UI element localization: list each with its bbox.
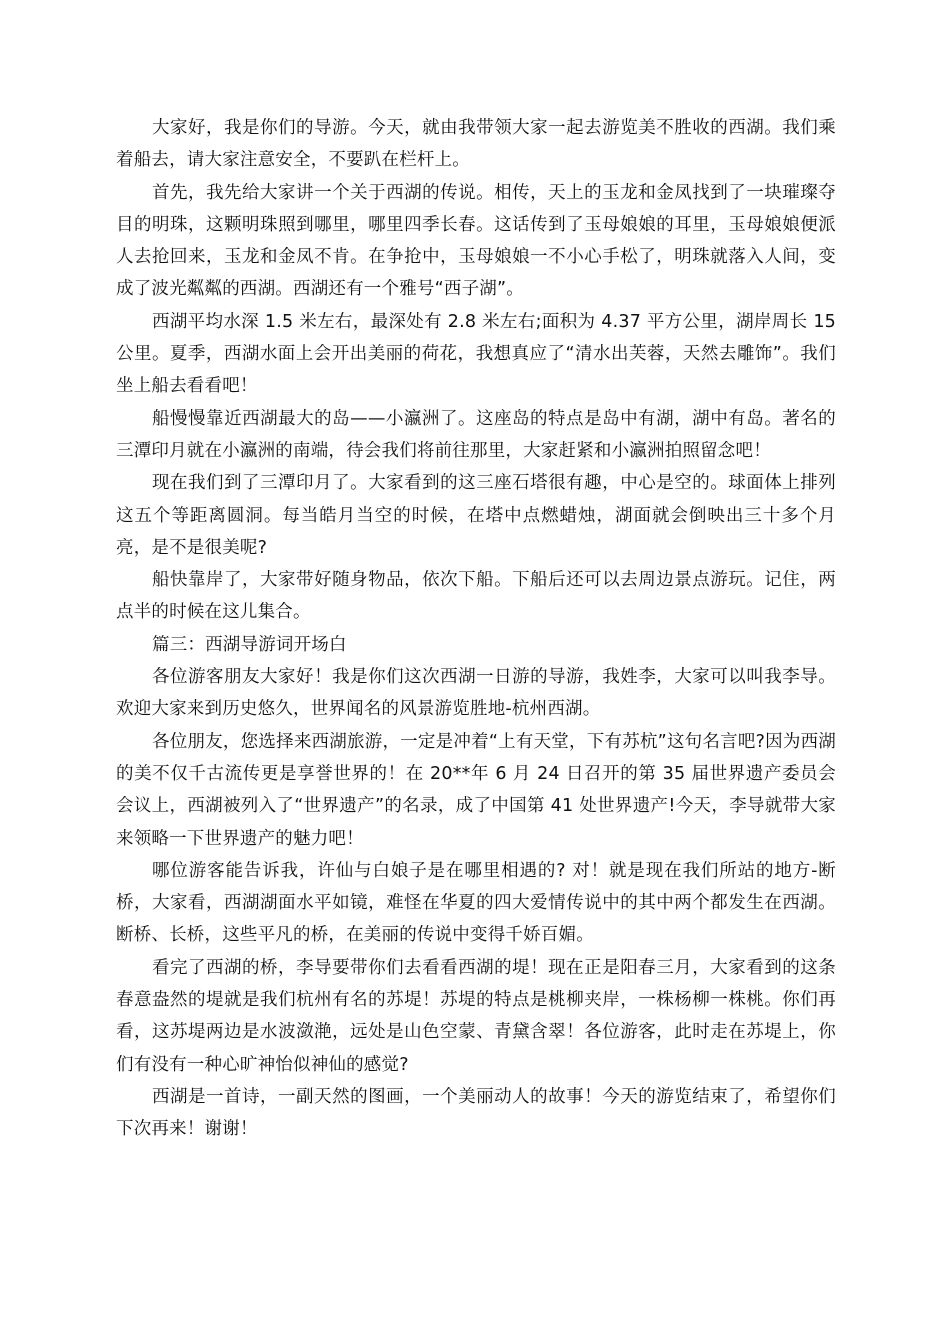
paragraph-intro: 大家好，我是你们的导游。今天，就由我带领大家一起去游览美不胜收的西湖。我们乘着船去，请大家注意安全，不要趴在栏杆上。 [116, 118, 836, 171]
paragraph-broken-bridge: 哪位游客能告诉我，许仙与白娘子是在哪里相遇的? 对！就是现在我们所站的地方-断桥，大家看，西湖湖面水平如镜，难怪在华夏的四大爱情传说中的其中两个都发生在西湖。断桥、长桥，这些平凡的桥，在美丽的传说中变得千娇百媚。 [116, 860, 836, 946]
paragraph-santan-yinyue: 现在我们到了三潭印月了。大家看到的这三座石塔很有趣，中心是空的。球面体上排列这五个等距离圆洞。每当皓月当空的时候，在塔中点燃蜡烛，湖面就会倒映出三十多个月亮，是不是很美呢? [116, 473, 836, 558]
paragraph-world-heritage: 各位朋友，您选择来西湖旅游，一定是冲着“上有天堂，下有苏杭”这句名言吧?因为西湖的美不仅千古流传更是享誉世界的！在 20**年 6 月 24 日召开的第 35 届世界遗产委员会会议上，西湖被列入了“世界遗产”的名录，成了中国第 41 处世界遗产!今天，李导就带大家来领略一下世界遗产的魅力吧！ [116, 731, 836, 849]
paragraph-legend: 首先，我先给大家讲一个关于西湖的传说。相传，天上的玉龙和金凤找到了一块璀璨夺目的明珠，这颗明珠照到哪里，哪里四季长春。这话传到了玉母娘娘的耳里，玉母娘娘便派人去抢回来，玉龙和金凤不肯。在争抢中，玉母娘娘一不小心手松了，明珠就落入人间，变成了波光粼粼的西湖。西湖还有一个雅号“西子湖”。 [116, 182, 836, 300]
paragraph-closing: 西湖是一首诗，一副天然的图画，一个美丽动人的故事！今天的游览结束了，希望你们下次再来！谢谢！ [116, 1086, 836, 1140]
paragraph-su-causeway: 看完了西湖的桥，李导要带你们去看看西湖的堤！现在正是阳春三月，大家看到的这条春意盎然的堤就是我们杭州有名的苏堤！苏堤的特点是桃柳夹岸，一株杨柳一株桃。你们再看，这苏堤两边是水波潋滟，远处是山色空蒙、青黛含翠！各位游客，此时走在苏堤上，你们有没有一种心旷神怡似神仙的感觉? [116, 957, 836, 1075]
section-heading: 篇三：西湖导游词开场白 [152, 634, 347, 655]
paragraph-welcome: 各位游客朋友大家好！我是你们这次西湖一日游的导游，我姓李，大家可以叫我李导。欢迎大家来到历史悠久，世界闻名的风景游览胜地-杭州西湖。 [116, 667, 836, 720]
paragraph-xiaoyingzhou: 船慢慢靠近西湖最大的岛——小瀛洲了。这座岛的特点是岛中有湖，湖中有岛。著名的三潭印月就在小瀛洲的南端，待会我们将前往那里，大家赶紧和小瀛洲拍照留念吧！ [116, 408, 836, 461]
paragraph-lake-facts: 西湖平均水深 1.5 米左右，最深处有 2.8 米左右;面积为 4.37 平方公里，湖岸周长 15 公里。夏季，西湖水面上会开出美丽的荷花，我想真应了“清水出芙蓉，天然去雕饰”。我们坐上船去看看吧！ [116, 311, 836, 397]
document-body [116, 112, 836, 1146]
paragraph-disembark: 船快靠岸了，大家带好随身物品，依次下船。下船后还可以去周边景点游玩。记住，两点半的时候在这儿集合。 [116, 570, 836, 623]
